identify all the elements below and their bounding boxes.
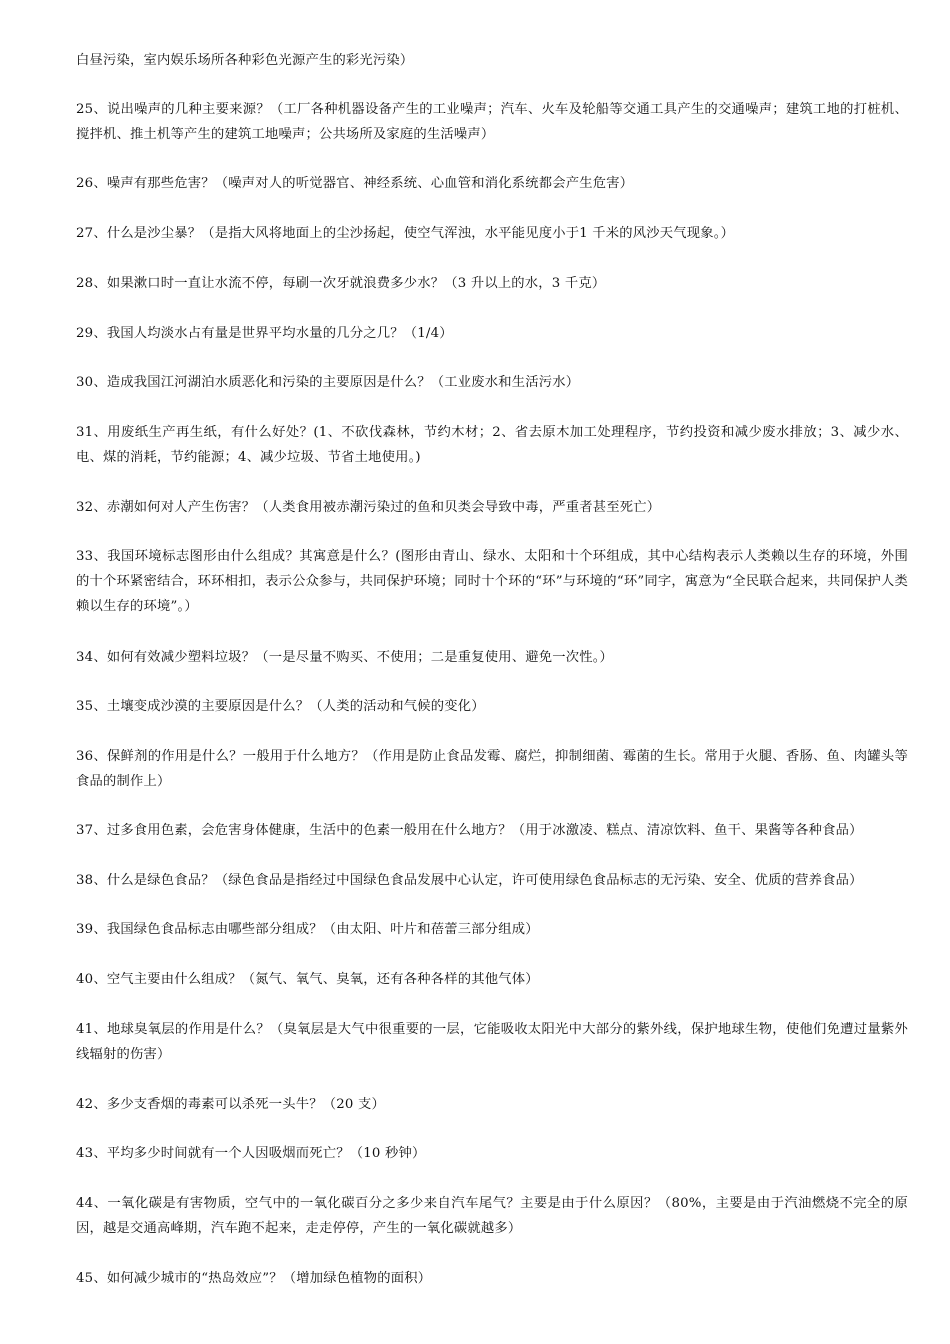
question-44: 44、一氧化碳是有害物质，空气中的一氧化碳百分之多少来自汽车尾气？主要是由于什么原因？（80%，主要是由于汽油燃烧不完全的原因，越是交通高峰期，汽车跑不起来，走走停停，产生的一氧化碳就越多） (76, 1196, 908, 1236)
question-42: 42、多少支香烟的毒素可以杀死一头牛？（20 支） (76, 1097, 386, 1112)
question-31: 31、用废纸生产再生纸，有什么好处？(1、不砍伐森林，节约木材；2、省去原木加工处理程序，节约投资和减少废水排放；3、减少水、电、煤的消耗，节约能源；4、减少垃圾、节省土地使用。) (76, 425, 908, 465)
question-40: 40、空气主要由什么组成？（氮气、氧气、臭氧，还有各种各样的其他气体） (76, 972, 539, 987)
question-28: 28、如果漱口时一直让水流不停，每刷一次牙就浪费多少水？（3 升以上的水，3 千克） (76, 276, 606, 291)
question-30: 30、造成我国江河湖泊水质恶化和污染的主要原因是什么？（工业废水和生活污水） (76, 375, 580, 390)
question-32: 32、赤潮如何对人产生伤害？（人类食用被赤潮污染过的鱼和贝类会导致中毒，严重者甚至死亡） (76, 500, 661, 515)
question-43: 43、平均多少时间就有一个人因吸烟而死亡？（10 秒钟） (76, 1146, 426, 1161)
question-37: 37、过多食用色素，会危害身体健康，生活中的色素一般用在什么地方？（用于冰激凌、糕点、清凉饮料、鱼干、果酱等各种食品） (76, 823, 863, 838)
question-39: 39、我国绿色食品标志由哪些部分组成？（由太阳、叶片和蓓蕾三部分组成） (76, 922, 539, 937)
question-36: 36、保鲜剂的作用是什么？一般用于什么地方？（作用是防止食品发霉、腐烂，抑制细菌、霉菌的生长。常用于火腿、香肠、鱼、肉罐头等食品的制作上） (76, 749, 908, 789)
question-45: 45、如何减少城市的“热岛效应”？（增加绿色植物的面积） (76, 1271, 432, 1286)
paragraph-continuation: 白昼污染，室内娱乐场所各种彩色光源产生的彩光污染） (76, 53, 414, 68)
question-34: 34、如何有效减少塑料垃圾？（一是尽量不购买、不使用；二是重复使用、避免一次性。） (76, 650, 614, 665)
question-27: 27、什么是沙尘暴？（是指大风将地面上的尘沙扬起，使空气浑浊，水平能见度小于1 千米的风沙天气现象。） (76, 226, 735, 241)
question-35: 35、土壤变成沙漠的主要原因是什么？（人类的活动和气候的变化） (76, 699, 485, 714)
question-41: 41、地球臭氧层的作用是什么？（臭氧层是大气中很重要的一层，它能吸收太阳光中大部分的紫外线，保护地球生物，使他们免遭过量紫外线辐射的伤害） (76, 1022, 908, 1062)
question-38: 38、什么是绿色食品？（绿色食品是指经过中国绿色食品发展中心认定，许可使用绿色食品标志的无污染、安全、优质的营养食品） (76, 873, 863, 888)
question-26: 26、噪声有那些危害？（噪声对人的听觉器官、神经系统、心血管和消化系统都会产生危害） (76, 176, 634, 191)
question-29: 29、我国人均淡水占有量是世界平均水量的几分之几？（1/4） (76, 326, 453, 341)
question-25: 25、说出噪声的几种主要来源？（工厂各种机器设备产生的工业噪声；汽车、火车及轮船等交通工具产生的交通噪声；建筑工地的打桩机、搅拌机、推土机等产生的建筑工地噪声；公共场所及家庭的生活噪声） (76, 102, 908, 142)
question-33: 33、我国环境标志图形由什么组成？其寓意是什么？(图形由青山、绿水、太阳和十个环组成，其中心结构表示人类赖以生存的环境，外围的十个环紧密结合，环环相扣，表示公众参与，共同保护环境；同时十个环的“环”与环境的“环”同字，寓意为“全民联合起来，共同保护人类赖以生存的环境”。） (76, 549, 908, 614)
